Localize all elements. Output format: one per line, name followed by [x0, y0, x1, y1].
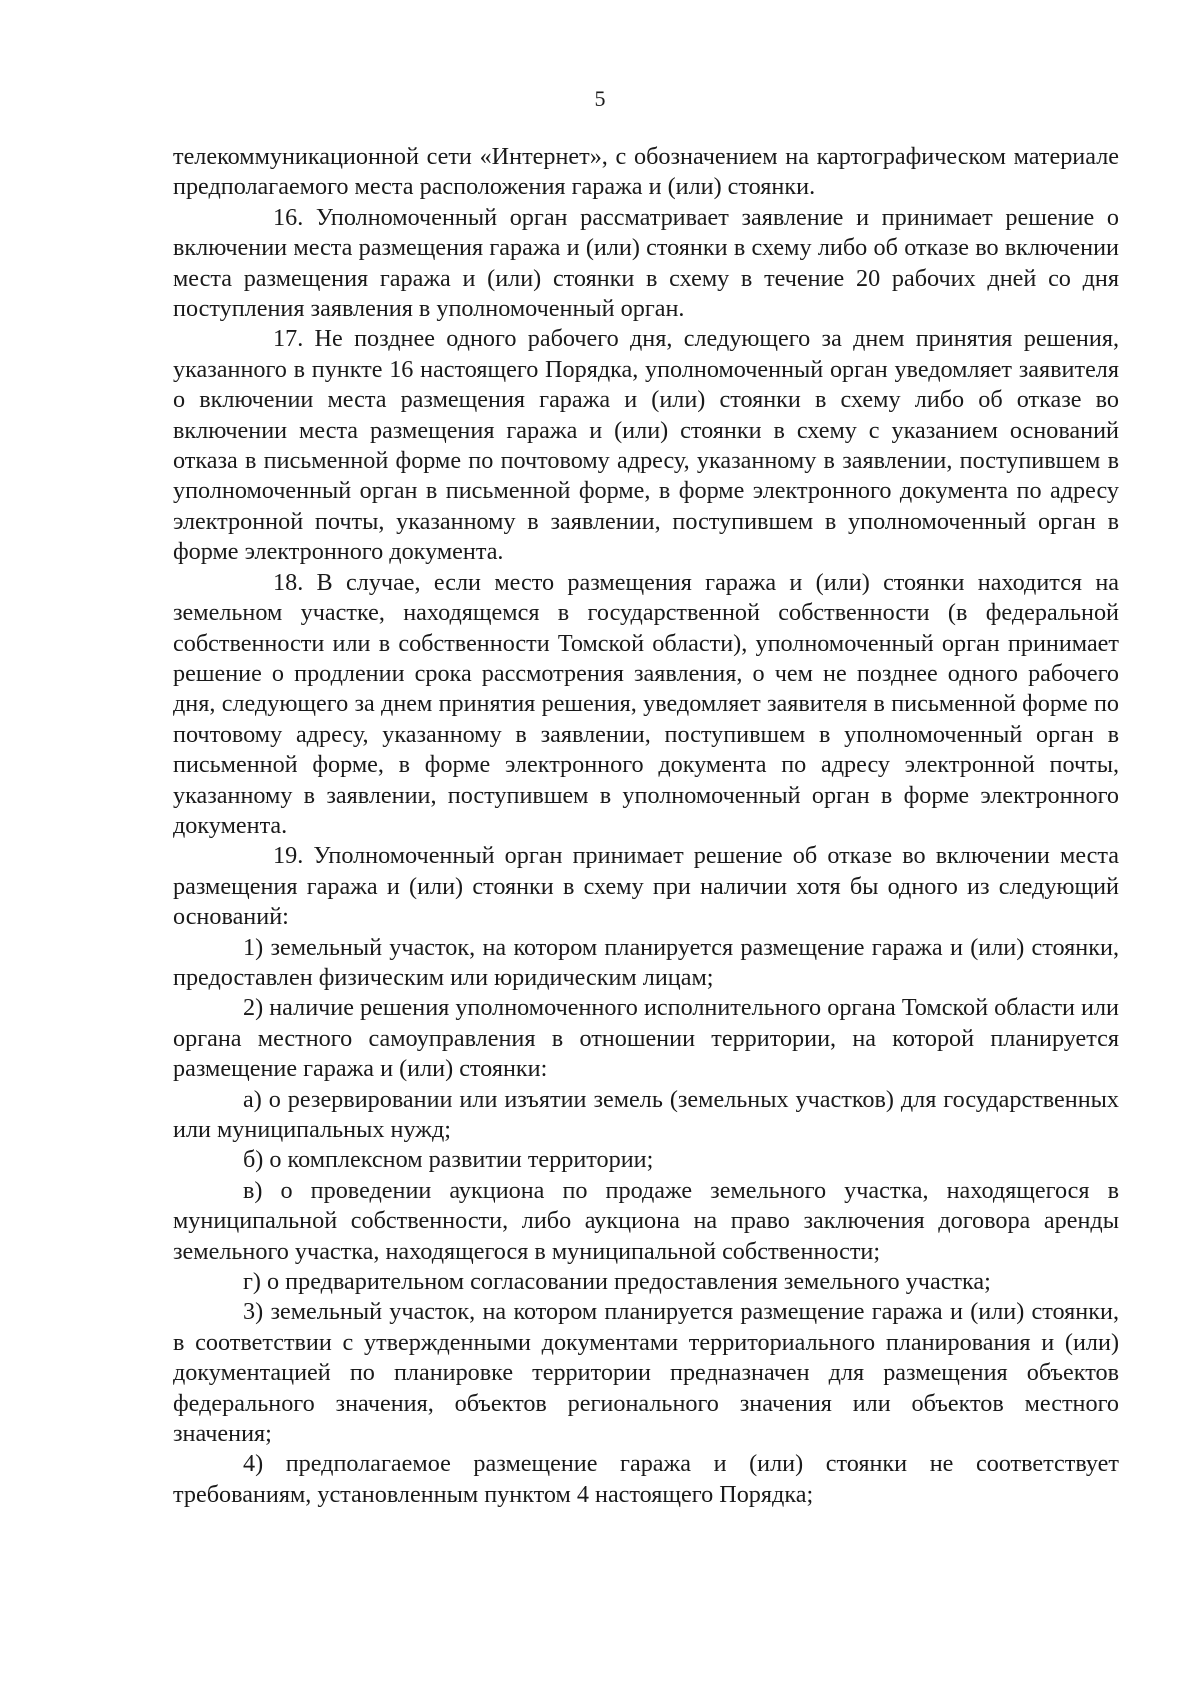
paragraph-continuation: телекоммуникационной сети «Интернет», с обозначением на картографическом материале предполагаемого места расположения гаража и (или) стоянки.: [173, 143, 1119, 201]
paragraph-item-16: 16. Уполномоченный орган рассматривает заявление и принимает решение о включении места размещения гаража и (или) стоянки в схему либо об отказе во включении места размещения гаража и (или) стоянки в схему в течение 20 рабочих дней со дня поступления заявления в уполномоченный орган.: [173, 203, 1119, 323]
subitem-1: 1) земельный участок, на котором планируется размещение гаража и (или) стоянки, предоставлен физическим или юридическим лицам;: [173, 933, 1119, 991]
subitem-2: 2) наличие решения уполномоченного исполнительного органа Томской области или органа местного самоуправления в отношении территории, на которой планируется размещение гаража и (или) стоянки:: [173, 994, 1119, 1083]
subitem-4: 4) предполагаемое размещение гаража и (или) стоянки не соответствует требованиям, установленным пунктом 4 настоящего Порядка;: [173, 1450, 1119, 1508]
document-body: [173, 142, 1119, 1510]
subitem-2g: г) о предварительном согласовании предоставления земельного участка;: [243, 1268, 991, 1296]
subitem-3: 3) земельный участок, на котором планируется размещение гаража и (или) стоянки, в соответствии с утвержденными документами территориального планирования и (или) документацией по планировке территории предназначен для размещения объектов федерального значения, объектов регионального значения или объектов местного значения;: [173, 1298, 1119, 1448]
subitem-2v: в) о проведении аукциона по продаже земельного участка, находящегося в муниципальной собственности, либо аукциона на право заключения договора аренды земельного участка, находящегося в муниципальной собственности;: [173, 1176, 1119, 1265]
subitem-2b: б) о комплексном развитии территории;: [243, 1146, 654, 1174]
paragraph-item-19: 19. Уполномоченный орган принимает решение об отказе во включении места размещения гаража и (или) стоянки в схему при наличии хотя бы одного из следующий оснований:: [173, 842, 1119, 931]
paragraph-item-17: 17. Не позднее одного рабочего дня, следующего за днем принятия решения, указанного в пункте 16 настоящего Порядка, уполномоченный орган уведомляет заявителя о включении места размещения гаража и (или) стоянки в схему либо об отказе во включении места размещения гаража и (или) стоянки в схему с указанием оснований отказа в письменной форме по почтовому адресу, указанному в заявлении, поступившем в уполномоченный орган в письменной форме, в форме электронного документа по адресу электронной почты, указанному в заявлении, поступившем в уполномоченный орган в форме электронного документа.: [173, 325, 1119, 566]
paragraph-item-18: 18. В случае, если место размещения гаража и (или) стоянки находится на земельном участке, находящемся в государственной собственности (в федеральной собственности или в собственности Томской области), уполномоченный орган принимает решение о продлении срока рассмотрения заявления, о чем не позднее одного рабочего дня, следующего за днем принятия решения, уведомляет заявителя в письменной форме по почтовому адресу, указанному в заявлении, поступившем в уполномоченный орган в письменной форме, в форме электронного документа по адресу электронной почты, указанному в заявлении, поступившем в уполномоченный орган в форме электронного документа.: [173, 568, 1119, 839]
subitem-2a: а) о резервировании или изъятии земель (земельных участков) для государственных или муниципальных нужд;: [173, 1085, 1119, 1143]
page-number: 5: [594, 86, 606, 111]
